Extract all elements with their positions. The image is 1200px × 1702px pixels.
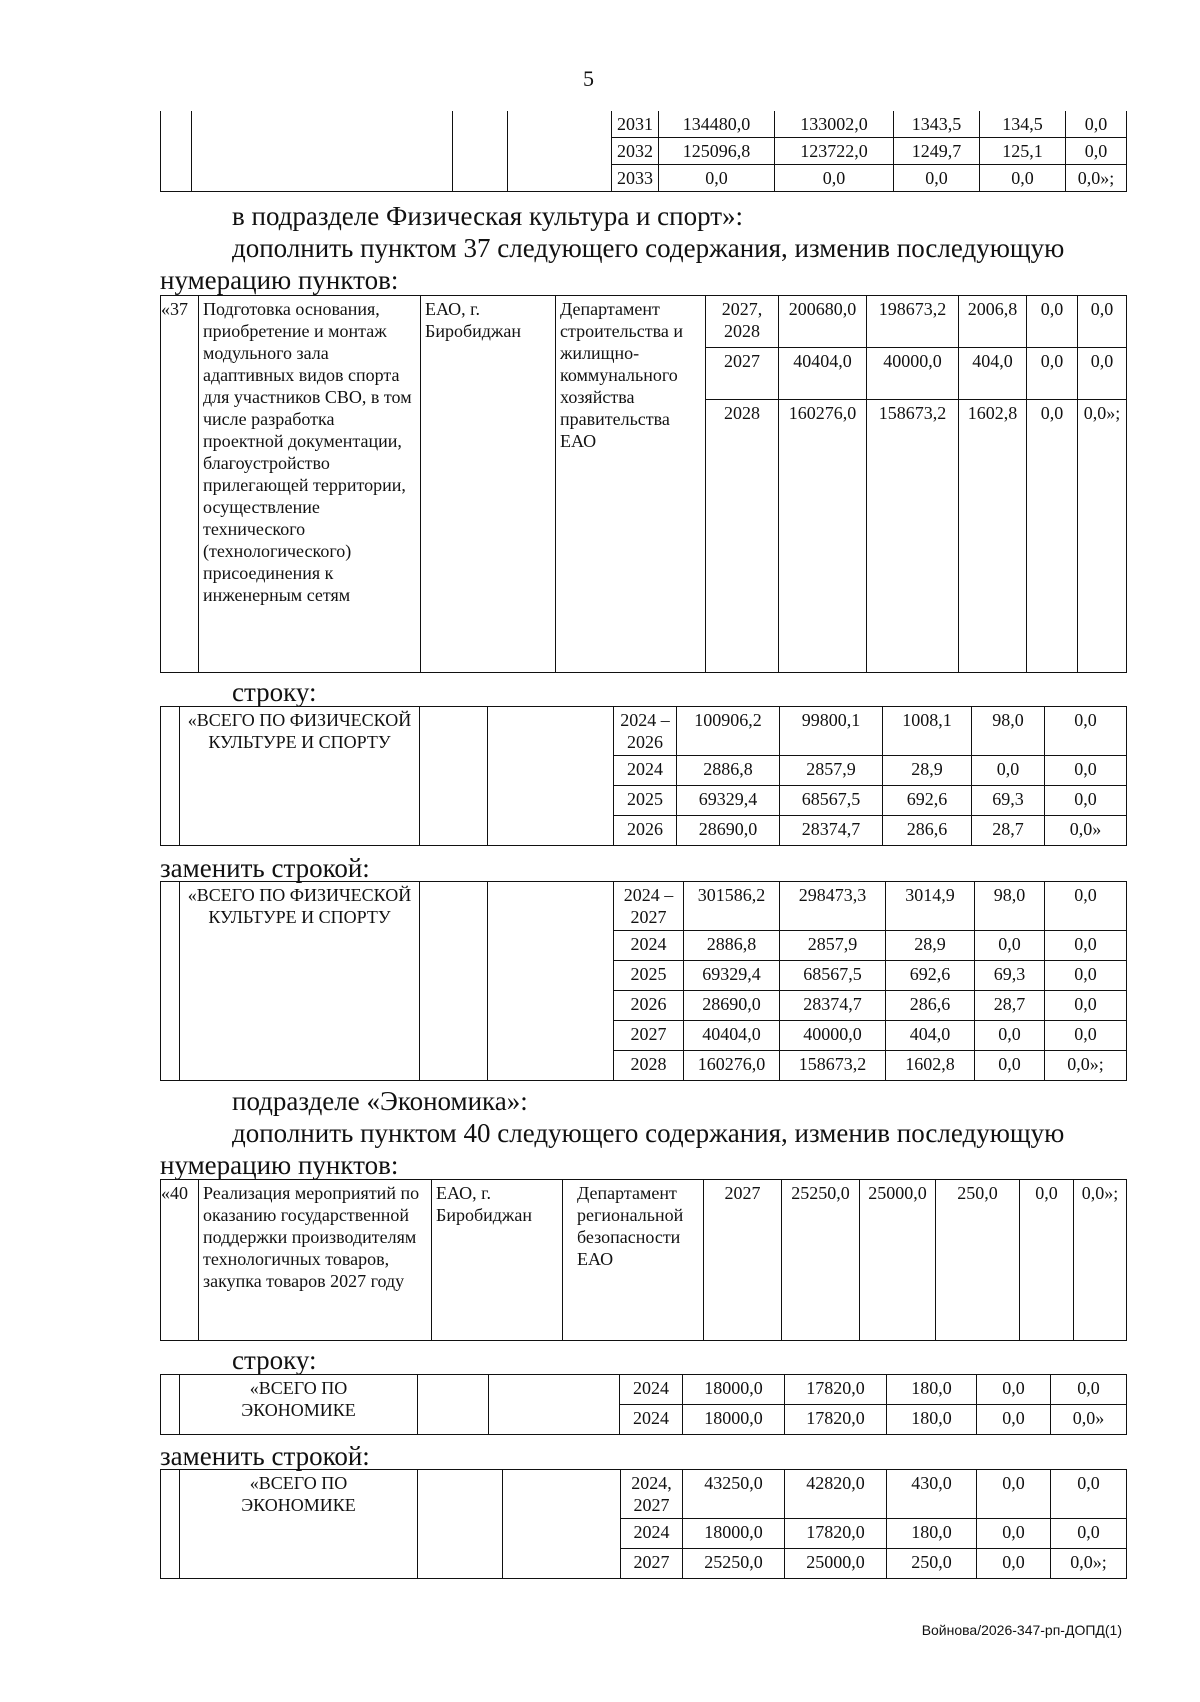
value-cell: 134480,0 xyxy=(659,111,775,138)
year-cell: 2027 xyxy=(621,1549,683,1579)
value-cell: 18000,0 xyxy=(683,1519,785,1549)
value-cell: 0,0 xyxy=(1027,400,1078,673)
table-row xyxy=(161,111,1127,138)
value-cell: 1602,8 xyxy=(959,400,1027,673)
value-cell: 28,7 xyxy=(972,816,1045,846)
item-location: ЕАО, г. Биробиджан xyxy=(421,296,556,673)
value-cell: 28,9 xyxy=(883,756,972,786)
paragraph-subsection-sport: в подразделе Физическая культура и спорт»: xyxy=(232,201,744,231)
value-cell: 0,0»; xyxy=(1078,400,1127,673)
year-cell: 2025 xyxy=(614,786,677,816)
paragraph-renumber: нумерацию пунктов: xyxy=(160,1150,399,1180)
value-cell: 404,0 xyxy=(959,348,1027,400)
value-cell: 25250,0 xyxy=(683,1549,785,1579)
value-cell: 0,0 xyxy=(1078,348,1127,400)
value-cell: 28690,0 xyxy=(677,816,780,846)
value-cell: 0,0 xyxy=(977,1375,1051,1405)
year-cell: 2025 xyxy=(614,961,684,991)
value-cell: 692,6 xyxy=(883,786,972,816)
value-cell: 0,0» xyxy=(1045,816,1127,846)
item-location: ЕАО, г. Биробиджан xyxy=(432,1180,563,1341)
value-cell: 28374,7 xyxy=(780,991,886,1021)
value-cell: 286,6 xyxy=(883,816,972,846)
value-cell: 160276,0 xyxy=(779,400,867,673)
paragraph-add-item-37: дополнить пунктом 37 следующего содержания, изменив последующую xyxy=(232,233,1065,263)
value-cell: 250,0 xyxy=(887,1549,977,1579)
total-label: «ВСЕГО ПО ЭКОНОМИКЕ xyxy=(180,1470,418,1579)
value-cell: 158673,2 xyxy=(867,400,959,673)
value-cell: 2006,8 xyxy=(959,296,1027,348)
total-label: «ВСЕГО ПО ФИЗИЧЕСКОЙ КУЛЬТУРЕ И СПОРТУ xyxy=(180,882,420,1081)
table-row xyxy=(161,1180,1127,1341)
item-number: «37 xyxy=(161,296,199,673)
year-cell: 2024 xyxy=(614,931,684,961)
value-cell: 40000,0 xyxy=(780,1021,886,1051)
value-cell: 0,0 xyxy=(1078,296,1127,348)
value-cell: 0,0 xyxy=(1027,296,1078,348)
value-cell: 134,5 xyxy=(980,111,1066,138)
year-cell: 2024 xyxy=(621,1519,683,1549)
value-cell: 2886,8 xyxy=(684,931,780,961)
value-cell: 0,0» xyxy=(1051,1405,1127,1435)
table-row xyxy=(161,296,1127,348)
value-cell: 69,3 xyxy=(975,961,1045,991)
value-cell: 0,0 xyxy=(1045,991,1127,1021)
value-cell: 99800,1 xyxy=(780,707,883,756)
table-row xyxy=(161,882,1127,931)
value-cell: 0,0 xyxy=(1045,786,1127,816)
value-cell: 98,0 xyxy=(975,882,1045,931)
value-cell: 0,0 xyxy=(1066,111,1127,138)
value-cell: 0,0 xyxy=(894,165,980,192)
value-cell: 1008,1 xyxy=(883,707,972,756)
value-cell: 158673,2 xyxy=(780,1051,886,1081)
value-cell: 0,0 xyxy=(1051,1519,1127,1549)
value-cell: 28,9 xyxy=(886,931,975,961)
value-cell: 43250,0 xyxy=(683,1470,785,1519)
paragraph-row: строку: xyxy=(232,677,317,707)
value-cell: 125,1 xyxy=(980,138,1066,165)
value-cell: 2886,8 xyxy=(677,756,780,786)
item-40-table xyxy=(160,1179,1127,1341)
year-cell: 2026 xyxy=(614,991,684,1021)
value-cell: 0,0 xyxy=(1045,931,1127,961)
page-number: 5 xyxy=(583,66,594,91)
year-cell: 2027, 2028 xyxy=(706,296,779,348)
year-cell: 2024 xyxy=(620,1375,683,1405)
value-cell: 0,0 xyxy=(659,165,775,192)
value-cell: 286,6 xyxy=(886,991,975,1021)
value-cell: 100906,2 xyxy=(677,707,780,756)
item-name: Реализация мероприятий по оказанию государственной поддержки производителям технологичных товаров, закупка товаров 2027 году xyxy=(199,1180,432,1341)
value-cell: 69329,4 xyxy=(684,961,780,991)
value-cell: 298473,3 xyxy=(780,882,886,931)
continuation-table xyxy=(160,111,1127,192)
value-cell: 0,0 xyxy=(1045,756,1127,786)
value-cell: 0,0 xyxy=(977,1470,1051,1519)
year-cell: 2027 xyxy=(614,1021,684,1051)
value-cell: 0,0 xyxy=(1066,138,1127,165)
value-cell: 180,0 xyxy=(887,1405,977,1435)
value-cell: 68567,5 xyxy=(780,961,886,991)
paragraph-replace-with: заменить строкой: xyxy=(160,1441,370,1471)
value-cell: 125096,8 xyxy=(659,138,775,165)
value-cell: 1343,5 xyxy=(894,111,980,138)
value-cell: 0,0 xyxy=(977,1405,1051,1435)
value-cell: 0,0 xyxy=(972,756,1045,786)
value-cell: 301586,2 xyxy=(684,882,780,931)
year-cell: 2028 xyxy=(614,1051,684,1081)
year-cell: 2027 xyxy=(704,1180,782,1341)
value-cell: 28690,0 xyxy=(684,991,780,1021)
economy-total-old-table xyxy=(160,1374,1127,1435)
table-row xyxy=(161,1470,1127,1519)
value-cell: 0,0 xyxy=(1045,1021,1127,1051)
value-cell: 2857,9 xyxy=(780,931,886,961)
value-cell: 28374,7 xyxy=(780,816,883,846)
value-cell: 17820,0 xyxy=(785,1375,887,1405)
value-cell: 28,7 xyxy=(975,991,1045,1021)
value-cell: 3014,9 xyxy=(886,882,975,931)
value-cell: 0,0 xyxy=(775,165,894,192)
year-cell: 2024 – 2026 xyxy=(614,707,677,756)
value-cell: 0,0»; xyxy=(1045,1051,1127,1081)
value-cell: 133002,0 xyxy=(775,111,894,138)
paragraph-subsection-economy: подразделе «Экономика»: xyxy=(232,1086,528,1116)
value-cell: 0,0 xyxy=(975,1021,1045,1051)
value-cell: 40404,0 xyxy=(684,1021,780,1051)
value-cell: 1249,7 xyxy=(894,138,980,165)
value-cell: 40000,0 xyxy=(867,348,959,400)
value-cell: 0,0 xyxy=(1051,1375,1127,1405)
value-cell: 40404,0 xyxy=(779,348,867,400)
value-cell: 0,0 xyxy=(975,1051,1045,1081)
value-cell: 0,0 xyxy=(1020,1180,1074,1341)
table-row xyxy=(161,707,1127,756)
sport-total-new-table xyxy=(160,881,1127,1081)
value-cell: 0,0 xyxy=(980,165,1066,192)
paragraph-row: строку: xyxy=(232,1345,317,1375)
paragraph-replace-with: заменить строкой: xyxy=(160,853,370,883)
value-cell: 2857,9 xyxy=(780,756,883,786)
economy-total-new-table xyxy=(160,1469,1127,1579)
value-cell: 160276,0 xyxy=(684,1051,780,1081)
paragraph-renumber: нумерацию пунктов: xyxy=(160,265,399,295)
value-cell: 25250,0 xyxy=(782,1180,860,1341)
table-row xyxy=(161,1375,1127,1405)
total-label: «ВСЕГО ПО ЭКОНОМИКЕ xyxy=(180,1375,418,1435)
value-cell: 17820,0 xyxy=(785,1519,887,1549)
value-cell: 200680,0 xyxy=(779,296,867,348)
year-cell: 2031 xyxy=(612,111,659,138)
value-cell: 0,0 xyxy=(975,931,1045,961)
year-cell: 2028 xyxy=(706,400,779,673)
value-cell: 0,0 xyxy=(1027,348,1078,400)
value-cell: 18000,0 xyxy=(683,1375,785,1405)
value-cell: 1602,8 xyxy=(886,1051,975,1081)
value-cell: 0,0 xyxy=(1045,707,1127,756)
year-cell: 2033 xyxy=(612,165,659,192)
value-cell: 0,0»; xyxy=(1066,165,1127,192)
item-number: «40 xyxy=(161,1180,199,1341)
value-cell: 98,0 xyxy=(972,707,1045,756)
year-cell: 2024, 2027 xyxy=(621,1470,683,1519)
value-cell: 69329,4 xyxy=(677,786,780,816)
year-cell: 2032 xyxy=(612,138,659,165)
year-cell: 2024 xyxy=(614,756,677,786)
value-cell: 0,0 xyxy=(1045,882,1127,931)
value-cell: 123722,0 xyxy=(775,138,894,165)
value-cell: 180,0 xyxy=(887,1375,977,1405)
sport-total-old-table xyxy=(160,706,1127,846)
value-cell: 0,0»; xyxy=(1051,1549,1127,1579)
value-cell: 42820,0 xyxy=(785,1470,887,1519)
value-cell: 180,0 xyxy=(887,1519,977,1549)
item-department: Департамент строительства и жилищно-коммунального хозяйства правительства ЕАО xyxy=(556,296,706,673)
value-cell: 0,0 xyxy=(1045,961,1127,991)
value-cell: 25000,0 xyxy=(860,1180,936,1341)
item-department: Департамент региональной безопасности ЕАО xyxy=(563,1180,704,1341)
year-cell: 2027 xyxy=(706,348,779,400)
value-cell: 250,0 xyxy=(936,1180,1020,1341)
value-cell: 198673,2 xyxy=(867,296,959,348)
item-37-table xyxy=(160,295,1127,673)
value-cell: 18000,0 xyxy=(683,1405,785,1435)
item-name: Подготовка основания, приобретение и монтаж модульного зала адаптивных видов спорта для участников СВО, в том числе разработка проектной документации, благоустройство прилегающей территории, осуществление технического (технологического) присоединения к инженерным сетям xyxy=(199,296,421,673)
total-label: «ВСЕГО ПО ФИЗИЧЕСКОЙ КУЛЬТУРЕ И СПОРТУ xyxy=(180,707,420,846)
value-cell: 0,0»; xyxy=(1074,1180,1127,1341)
year-cell: 2026 xyxy=(614,816,677,846)
year-cell: 2024 xyxy=(620,1405,683,1435)
value-cell: 692,6 xyxy=(886,961,975,991)
value-cell: 17820,0 xyxy=(785,1405,887,1435)
value-cell: 25000,0 xyxy=(785,1549,887,1579)
year-cell: 2024 – 2027 xyxy=(614,882,684,931)
value-cell: 430,0 xyxy=(887,1470,977,1519)
value-cell: 0,0 xyxy=(1051,1470,1127,1519)
value-cell: 0,0 xyxy=(977,1549,1051,1579)
value-cell: 69,3 xyxy=(972,786,1045,816)
document-code: Войнова/2026-347-рп-ДОПД(1) xyxy=(921,1622,1122,1638)
paragraph-add-item-40: дополнить пунктом 40 следующего содержания, изменив последующую xyxy=(232,1118,1065,1148)
value-cell: 68567,5 xyxy=(780,786,883,816)
value-cell: 404,0 xyxy=(886,1021,975,1051)
value-cell: 0,0 xyxy=(977,1519,1051,1549)
